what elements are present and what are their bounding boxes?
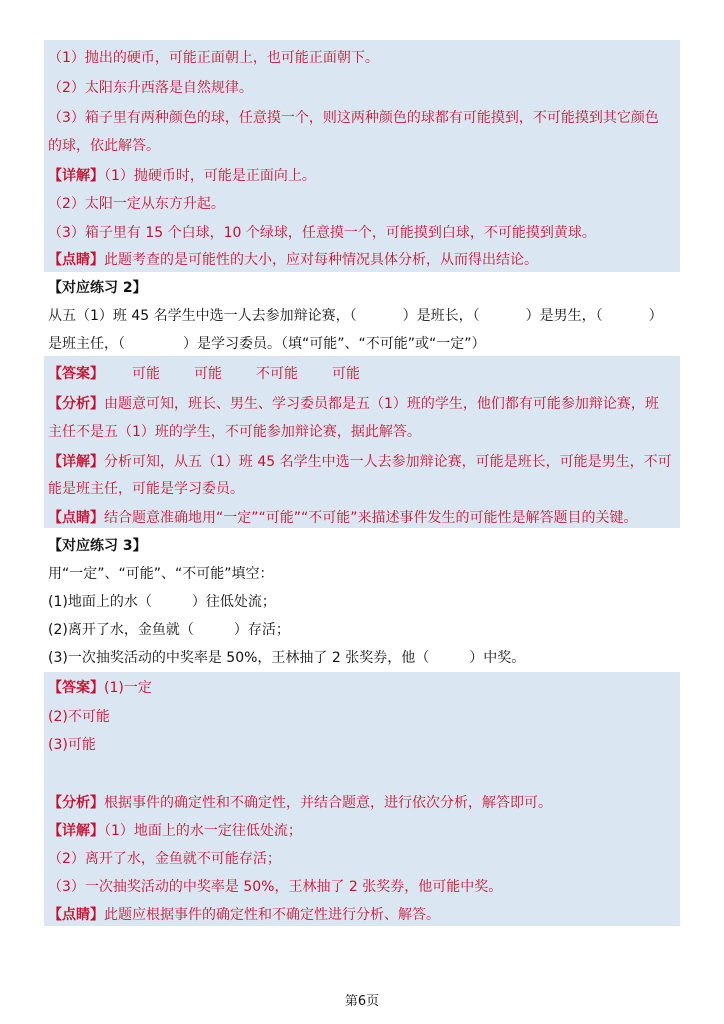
answer-line: (3)可能 — [48, 737, 96, 753]
question-text: ） — [648, 308, 663, 324]
point-tag: 【点睛】 — [48, 907, 104, 923]
detail-tag: 【详解】 — [48, 168, 104, 184]
analysis-line: （2）太阳东升西落是自然规律。 — [48, 80, 253, 96]
analysis-text: 由题意可知，班长、男生、学习委员都是五（1）班的学生，他们都有可能参加辩论赛，班 — [104, 396, 659, 412]
detail-line — [48, 821, 302, 841]
point-tag: 【点睛】 — [48, 252, 104, 268]
exercise-2-question-line2 — [48, 334, 486, 354]
analysis-line — [48, 394, 659, 414]
analysis-text: 根据事件的确定性和不确定性，并结合题意，进行依次分析，解答即可。 — [104, 795, 552, 811]
answer-tag: 【答案】 — [48, 680, 104, 696]
detail-tag: 【详解】 — [48, 454, 104, 470]
answer-line — [48, 364, 360, 384]
exercise-3-heading: 【对应练习 3】 — [48, 538, 147, 554]
exercise-3-question-3 — [48, 648, 525, 668]
question-text: ）是男生，（ — [525, 308, 603, 324]
analysis-tag: 【分析】 — [48, 396, 104, 412]
answer-value: 可能 — [132, 366, 160, 382]
answer-value: (1)一定 — [104, 680, 152, 696]
detail-text: 分析可知，从五（1）班 45 名学生中选一人去参加辩论赛，可能是班长，可能是男生，不可 — [104, 454, 672, 470]
analysis-tag: 【分析】 — [48, 795, 104, 811]
exercise-3-question-1 — [48, 592, 276, 612]
question-text: ）是班长，（ — [402, 308, 480, 324]
detail-line: 能是班主任，可能是学习委员。 — [48, 481, 244, 497]
detail-text: （1）抛硬币时，可能是正面向上。 — [104, 168, 316, 184]
point-line — [48, 905, 440, 925]
analysis-line: （3）箱子里有两种颜色的球，任意摸一个，则这两种颜色的球都有可能摸到，不可能摸到其它颜色 — [48, 110, 659, 126]
detail-line: （3）箱子里有 15 个白球，10 个绿球，任意摸一个，可能摸到白球，不可能摸到黄球。 — [48, 225, 596, 241]
detail-line: （2）太阳一定从东方升起。 — [48, 196, 225, 212]
exercise-2-question-line1 — [48, 306, 680, 326]
detail-line: （3）一次抽奖活动的中奖率是 50%，王林抽了 2 张奖券，他可能中奖。 — [48, 879, 503, 895]
question-text: (3)一次抽奖活动的中奖率是 50%，王林抽了 2 张奖券，他（ — [48, 650, 430, 666]
answer-value: 可能 — [194, 366, 222, 382]
question-text: 是班主任，（ — [48, 336, 125, 352]
point-text: 结合题意准确地用“一定”“可能”“不可能”来描述事件发生的可能性是解答题目的关键。 — [104, 510, 638, 526]
analysis-line: 主任不是五（1）班的学生，不可能参加辩论赛，据此解答。 — [48, 424, 421, 440]
point-line — [48, 250, 538, 270]
question-text: (1)地面上的水（ — [48, 594, 152, 610]
point-text: 此题应根据事件的确定性和不确定性进行分析、解答。 — [104, 907, 440, 923]
question-text: ）中奖。 — [469, 650, 526, 666]
exercise-3-instruction: 用“一定”、“可能”、“不可能”填空： — [48, 566, 274, 582]
detail-line — [48, 166, 316, 186]
answer-value: 可能 — [332, 366, 360, 382]
point-tag: 【点睛】 — [48, 510, 104, 526]
page-number: 第6页 — [344, 994, 380, 1009]
detail-line — [48, 452, 672, 472]
question-text: 从五（1）班 45 名学生中选一人去参加辩论赛，（ — [48, 308, 357, 324]
answer-line: (2)不可能 — [48, 709, 110, 725]
answer-line — [48, 678, 152, 698]
answer-value: 不可能 — [256, 366, 298, 382]
analysis-line: 的球，依此解答。 — [48, 138, 160, 154]
detail-text: （1）地面上的水一定往低处流； — [104, 823, 302, 839]
exercise-3-question-2 — [48, 620, 290, 640]
exercise-2-heading: 【对应练习 2】 — [48, 280, 147, 296]
answer-tag: 【答案】 — [48, 366, 104, 382]
analysis-line — [48, 793, 552, 813]
question-text: ）存活； — [233, 622, 290, 638]
point-text: 此题考查的是可能性的大小，应对每种情况具体分析，从而得出结论。 — [104, 252, 538, 268]
question-text: (2)离开了水，金鱼就（ — [48, 622, 194, 638]
question-text: ）是学习委员。（填“可能”、“不可能”或“一定”） — [183, 336, 486, 352]
question-text: ）往低处流； — [191, 594, 276, 610]
analysis-line: （1）抛出的硬币，可能正面朝上，也可能正面朝下。 — [48, 50, 379, 66]
detail-line: （2）离开了水，金鱼就不可能存活； — [48, 851, 281, 867]
point-line — [48, 508, 638, 528]
detail-tag: 【详解】 — [48, 823, 104, 839]
